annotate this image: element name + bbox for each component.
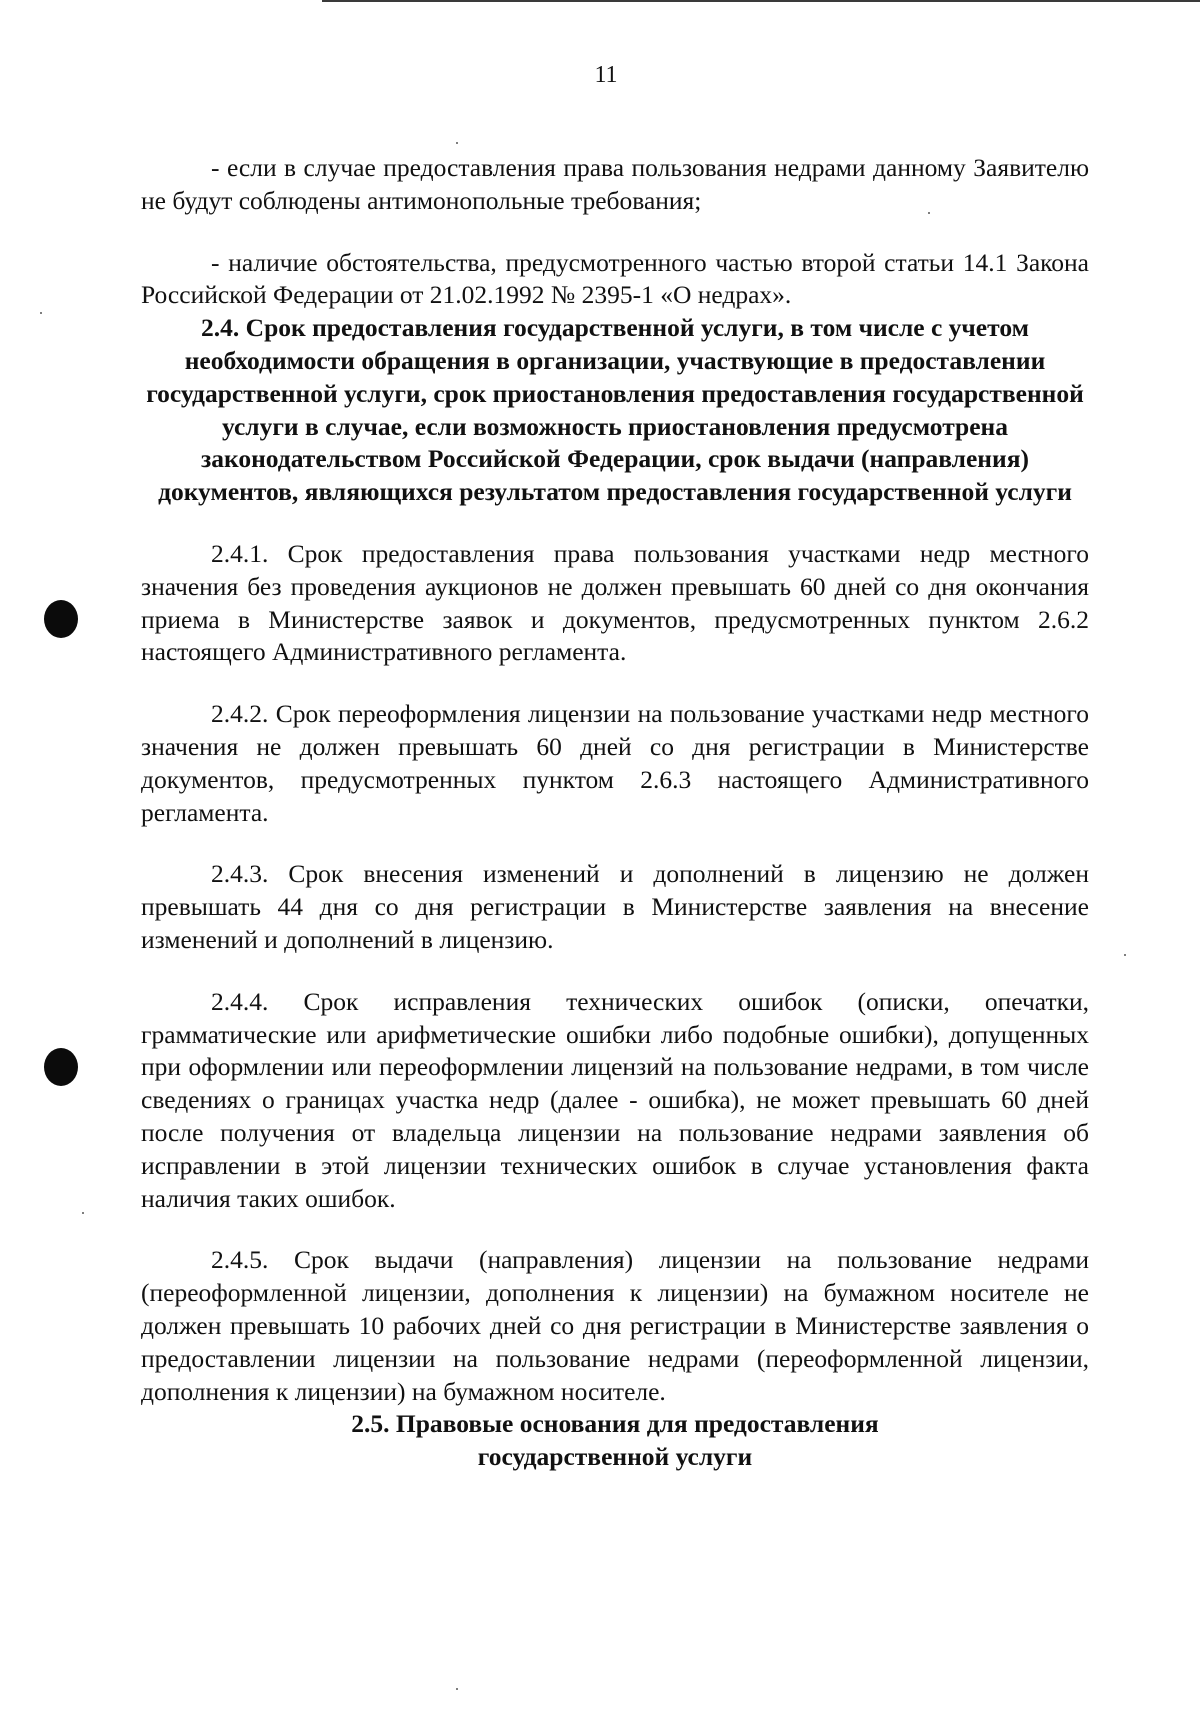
scan-speck <box>456 1688 458 1690</box>
top-edge-rule <box>322 0 1200 2</box>
paragraph-circumstance: - наличие обстоятельства, предусмотренного частью второй статьи 14.1 Закона Российской Федерации от 21.02.1992 № 2395-1 «О недрах». <box>141 247 1089 310</box>
paragraph-2-4-2: 2.4.2. Срок переоформления лицензии на пользование участками недр местного значения не должен превышать 60 дней со дня регистрации в Министерстве документов, предусмотренных пунктом 2.6.3 настоящего Административного регламента. <box>141 699 1089 827</box>
scan-speck <box>1124 954 1126 956</box>
paragraph-2-4-4: 2.4.4. Срок исправления технических ошибок (описки, опечатки, грамматические или арифметические ошибки либо подобные ошибки), допущенных при оформлении или переоформлении лицензий на пользование недрами, в том числе сведениях о границах участка недр (далее - ошибка), не может превышать 60 дней после получения от владельца лицензии на пользование недрами заявления об исправлении в этой лицензии технических ошибок в случае установления факта наличия таких ошибок. <box>141 986 1089 1213</box>
document-body <box>141 152 1089 1474</box>
punch-hole-icon <box>44 600 78 638</box>
scan-speck <box>456 142 458 144</box>
punch-hole-icon <box>44 1048 78 1086</box>
scan-speck <box>82 1212 84 1214</box>
paragraph-2-4-1: 2.4.1. Срок предоставления права пользования участками недр местного значения без проведения аукционов не должен превышать 60 дней со дня окончания приема в Министерстве заявок и документов, предусмотренных пунктом 2.6.2 настоящего Административного регламента. <box>141 538 1089 667</box>
paragraph-2-4-5: 2.4.5. Срок выдачи (направления) лицензии на пользование недрами (переоформленной лицензии, дополнения к лицензии) на бумажном носителе не должен превышать 10 рабочих дней со дня регистрации в Министерстве заявления о предоставлении лицензии на пользование недрами (переоформленной лицензии, дополнения к лицензии) на бумажном носителе. <box>141 1245 1089 1406</box>
section-heading-2-4: 2.4. Срок предоставления государственной услуги, в том числе с учетом необходимости обращения в организации, участвующие в предоставлении государственной услуги, срок приостановления предоставления государственной услуги в случае, если возможность приостановления предусмотрена законодательством Российской Федерации, срок выдачи (направления) документов, являющихся результатом предоставления государственной услуги <box>146 313 1084 507</box>
paragraph-2-4-3: 2.4.3. Срок внесения изменений и дополнений в лицензию не должен превышать 44 дня со дня регистрации в Министерстве заявления на внесение изменений и дополнений в лицензию. <box>141 859 1089 954</box>
section-heading-2-5-line-2: государственной услуги <box>477 1442 753 1472</box>
section-heading-2-5-line-1: 2.5. Правовые основания для предоставления <box>351 1409 879 1439</box>
paragraph-antimonopoly: - если в случае предоставления права пользования недрами данному Заявителю не будут соблюдены антимонопольные требования; <box>141 153 1089 215</box>
scan-speck <box>40 312 42 314</box>
page-number: 11 <box>594 62 618 88</box>
section-heading-2-5 <box>141 1408 1089 1474</box>
